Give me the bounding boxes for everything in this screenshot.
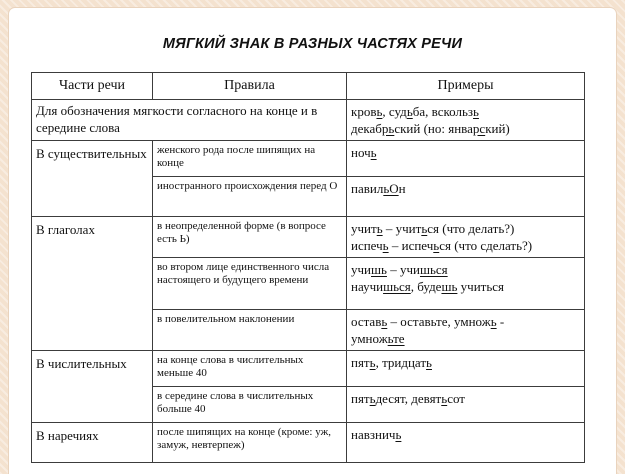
table-row-general — [32, 100, 585, 141]
rule-cell: в середине слова в числительных больше 40 — [153, 386, 347, 422]
example-text: – оставьте, умнож — [387, 313, 491, 329]
example-text: кров — [351, 104, 377, 119]
example-text: н — [398, 181, 406, 196]
example-line — [351, 238, 580, 255]
underlined-fragment: ьО — [383, 181, 399, 196]
example-text: ба, вскольз — [412, 104, 474, 119]
example-text: остав — [351, 313, 382, 329]
rule-cell: иностранного происхождения перед О — [153, 177, 347, 217]
underlined-fragment: ь — [426, 354, 432, 370]
table-row — [32, 350, 585, 386]
examples-cell — [347, 141, 585, 177]
example-text: , суд — [382, 104, 407, 119]
example-line — [351, 331, 580, 348]
example-text: пят — [351, 390, 370, 406]
underlined-fragment: ь — [441, 390, 448, 406]
page-title: МЯГКИЙ ЗНАК В РАЗНЫХ ЧАСТЯХ РЕЧИ — [162, 36, 463, 52]
examples-cell — [347, 350, 585, 386]
underlined-fragment: ь — [381, 313, 388, 329]
example-text: пят — [351, 354, 370, 370]
examples-cell — [347, 422, 585, 462]
underlined-fragment: шься — [383, 278, 411, 294]
examples-cell — [347, 217, 585, 258]
rule-cell: в повелительном наклонении — [153, 309, 347, 350]
example-text: испеч — [351, 237, 383, 253]
example-text: декаб — [351, 120, 382, 136]
part-of-speech-cell: В числительных — [32, 350, 153, 422]
example-line — [351, 391, 580, 408]
part-of-speech-cell: В существительных — [32, 141, 153, 217]
examples-cell — [347, 309, 585, 350]
example-line — [351, 221, 580, 238]
part-of-speech-cell: В наречиях — [32, 422, 153, 462]
underlined-fragment: ь — [490, 313, 497, 329]
rules-table — [31, 72, 585, 463]
underlined-fragment: ь — [473, 104, 479, 119]
examples-cell — [347, 257, 585, 309]
example-line — [351, 121, 580, 138]
example-text: учит — [351, 221, 377, 236]
example-text: сот — [447, 390, 465, 406]
examples-cell — [347, 386, 585, 422]
underlined-fragment: ь — [421, 221, 428, 236]
example-text: – учи — [386, 261, 420, 277]
example-line — [351, 314, 580, 331]
example-text: , тридцат — [375, 354, 427, 370]
example-text: научи — [351, 278, 384, 294]
example-text: – учит — [382, 221, 422, 236]
table-row — [32, 422, 585, 462]
examples-cell — [347, 177, 585, 217]
underlined-fragment: ь — [433, 237, 440, 253]
underlined-fragment: ь — [369, 390, 376, 406]
underlined-fragment: ь — [406, 104, 413, 119]
example-text: ский (но: янва — [394, 120, 473, 136]
example-text: десят, девят — [375, 390, 442, 406]
example-line — [351, 145, 580, 162]
underlined-fragment: шь — [371, 261, 387, 277]
example-line — [351, 279, 580, 296]
example-text: – испеч — [388, 237, 434, 253]
example-text: умнож — [351, 330, 388, 346]
example-text: ноч — [351, 145, 371, 160]
example-text: учи — [351, 261, 371, 277]
example-text: - — [496, 313, 505, 329]
rule-cell: во втором лице единственного числа настоящего и будущего времени — [153, 257, 347, 309]
general-rule-cell: Для обозначения мягкости согласного на конце и в середине слова — [32, 100, 347, 141]
underlined-fragment: ь — [370, 145, 377, 160]
part-of-speech-cell: В глаголах — [32, 217, 153, 351]
example-text: кий) — [485, 120, 510, 136]
example-line — [351, 262, 580, 279]
underlined-fragment: шь — [441, 278, 458, 294]
example-text: учиться — [457, 278, 505, 294]
example-line — [351, 355, 580, 372]
underlined-fragment: ь — [376, 221, 383, 236]
header-examples: Примеры — [347, 73, 585, 100]
table-body — [32, 100, 585, 463]
example-line — [351, 104, 580, 121]
underlined-fragment: ь — [395, 426, 402, 442]
example-text: , буде — [410, 278, 442, 294]
example-line — [351, 181, 580, 198]
general-examples-cell — [347, 100, 585, 141]
table-header-row — [32, 73, 585, 100]
example-line — [351, 427, 580, 444]
table-row — [32, 217, 585, 258]
rule-cell: в неопределенной форме (в вопросе есть Ь) — [153, 217, 347, 258]
example-text: навзнич — [351, 426, 396, 442]
example-text: ся (что делать?) — [427, 221, 515, 236]
rule-cell: женского рода после шипящих на конце — [153, 141, 347, 177]
underlined-fragment: рс — [472, 120, 486, 136]
underlined-fragment: ь — [369, 354, 376, 370]
header-rules: Правила — [153, 73, 347, 100]
example-text: павил — [351, 181, 384, 196]
underlined-fragment: ьте — [387, 330, 405, 346]
table-row — [32, 141, 585, 177]
underlined-fragment: ь — [382, 237, 389, 253]
rule-cell: на конце слова в числительных меньше 40 — [153, 350, 347, 386]
header-parts-of-speech: Части речи — [32, 73, 153, 100]
example-text: ся (что сделать?) — [439, 237, 533, 253]
rule-cell: после шипящих на конце (кроме: уж, замуж, невтерпеж) — [153, 422, 347, 462]
underlined-fragment: рь — [381, 120, 395, 136]
underlined-fragment: шься — [419, 261, 448, 277]
underlined-fragment: ь — [376, 104, 383, 119]
